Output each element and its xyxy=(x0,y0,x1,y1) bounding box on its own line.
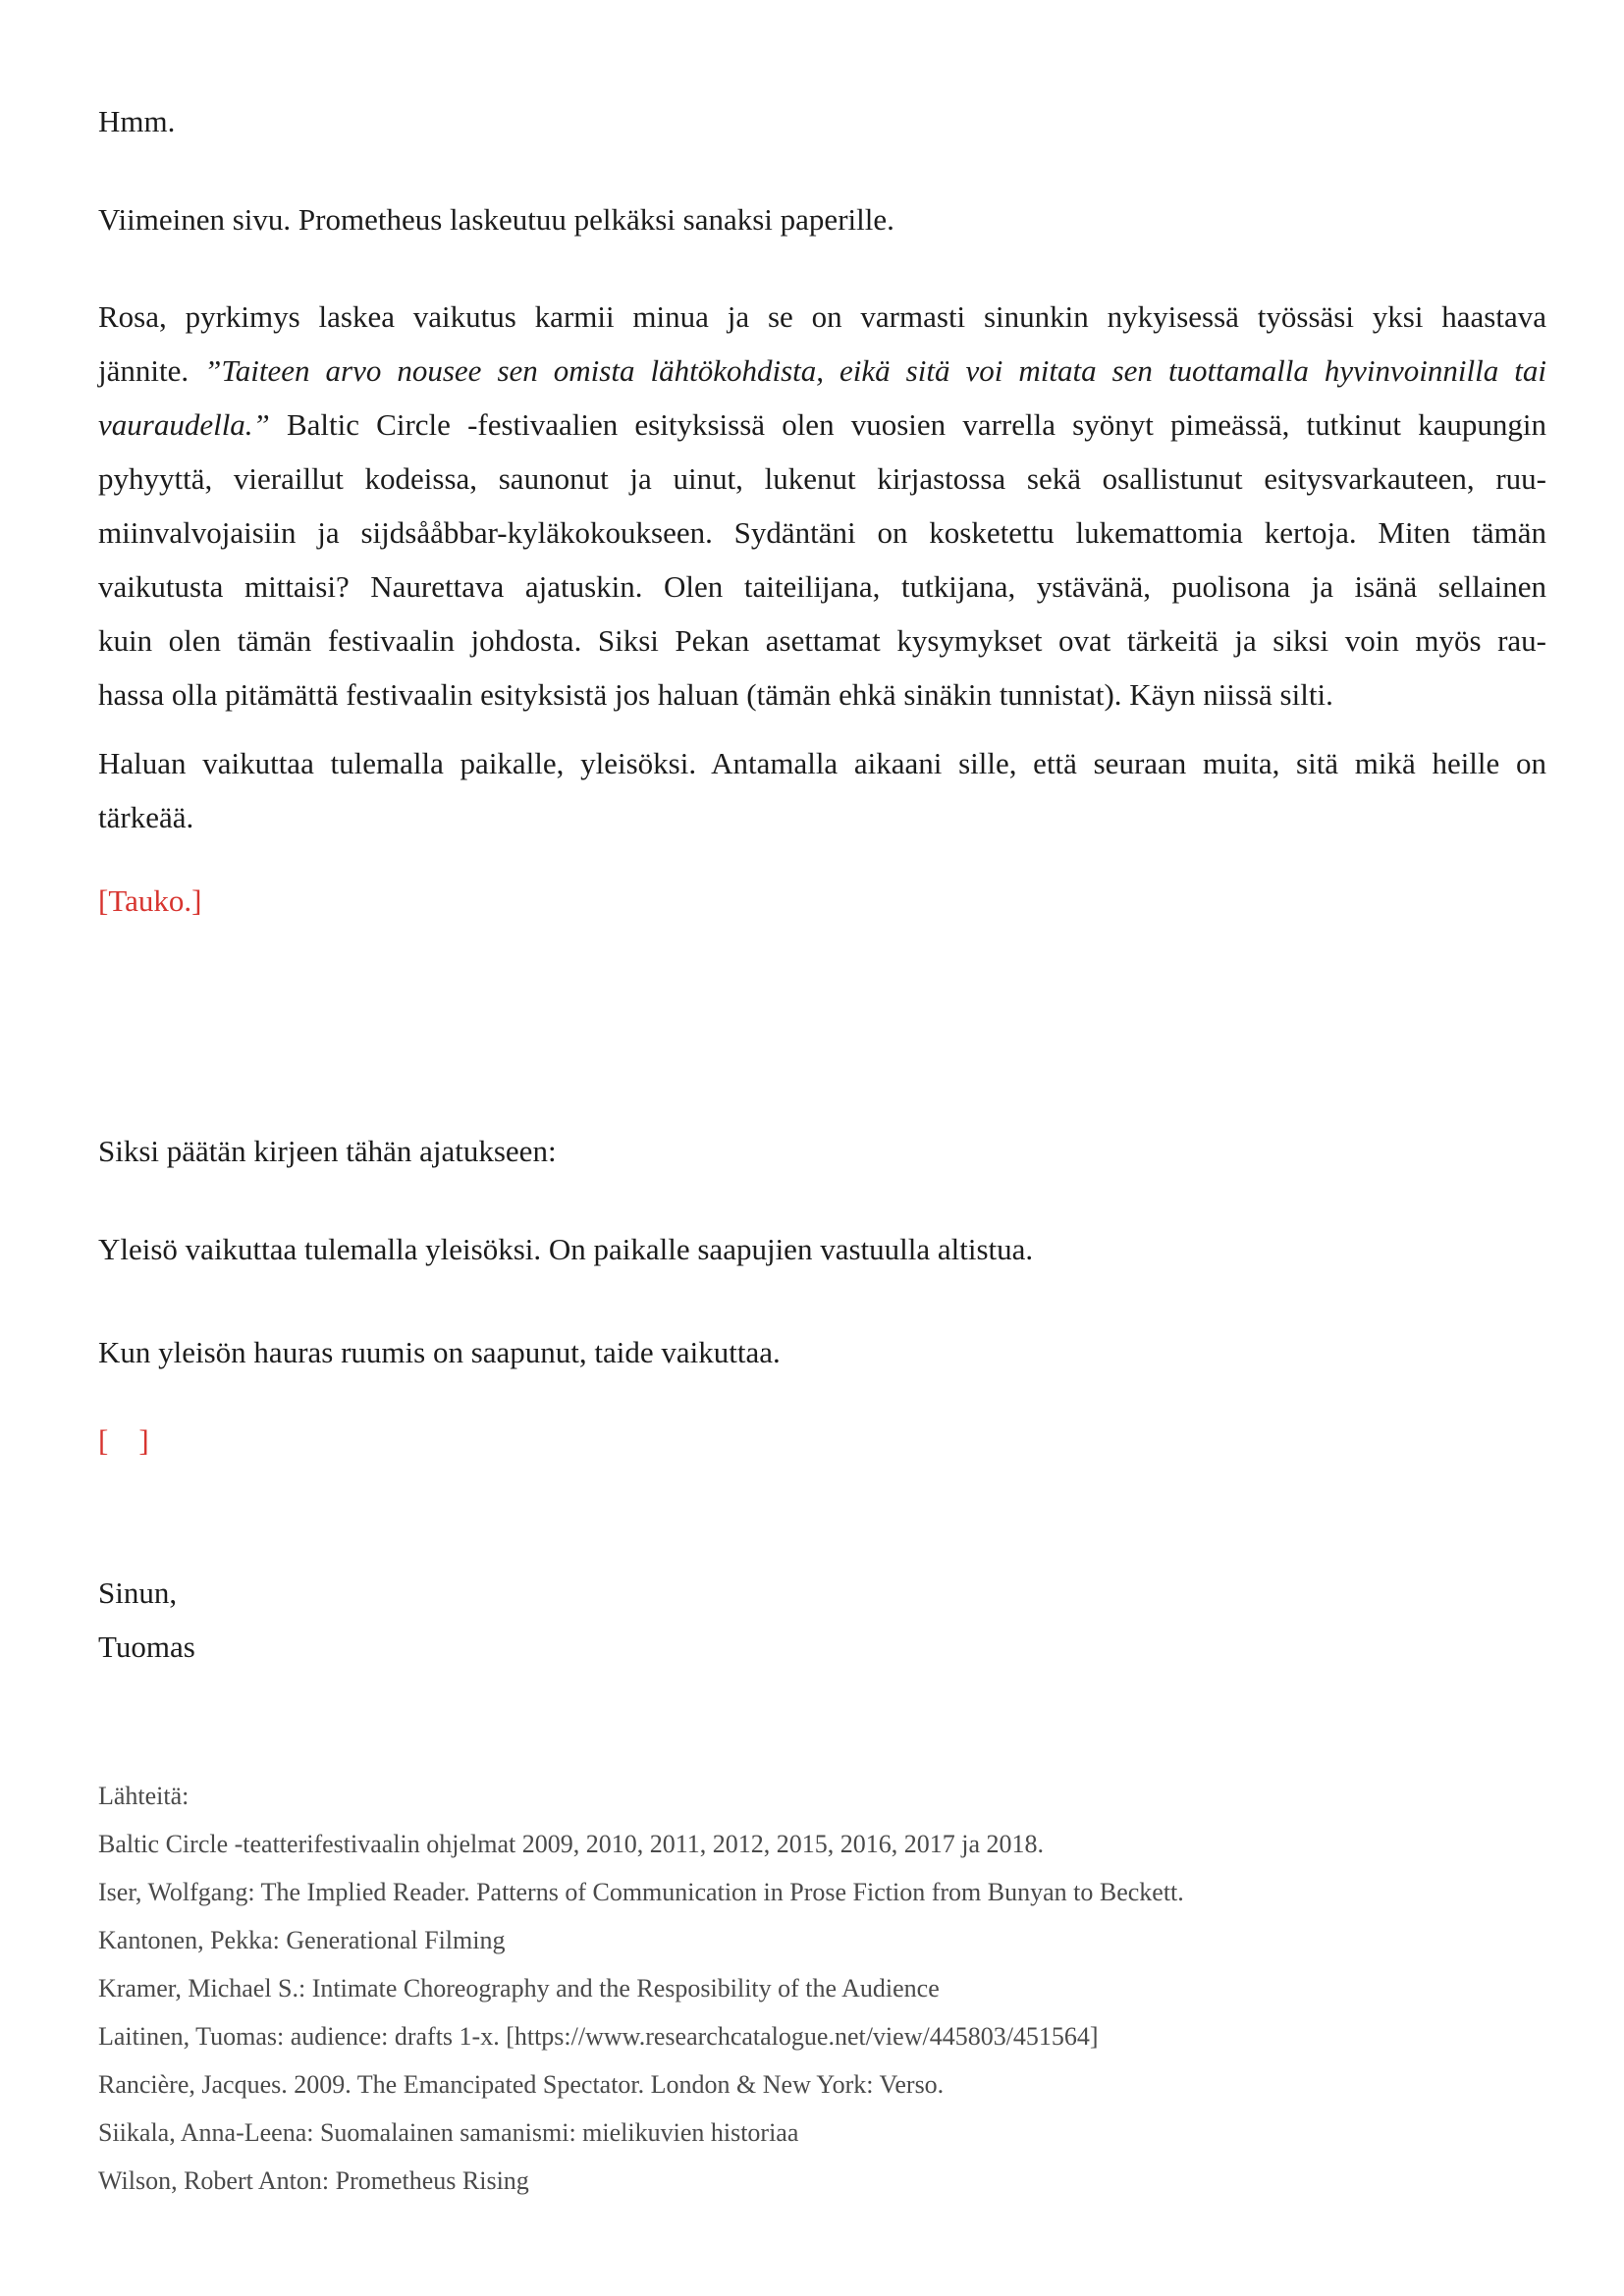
reference-item: Rancière, Jacques. 2009. The Emancipated Spectator. London & New York: Verso. xyxy=(98,2070,945,2099)
signature-salutation: Sinun, xyxy=(98,1575,178,1610)
reference-item: Laitinen, Tuomas: audience: drafts 1-x. [https://www.researchcatalogue.net/view/445803/451564] xyxy=(98,2022,1099,2051)
references-title: Lähteitä: xyxy=(98,1782,189,1810)
last-page-line: Viimeinen sivu. Prometheus laskeutuu pelkäksi sanaksi paperille. xyxy=(98,202,894,237)
closing-statement-1: Yleisö vaikuttaa tulemalla yleisöksi. On paikalle saapujien vastuulla altistua. xyxy=(98,1232,1034,1266)
quote-lead-in: jännite. xyxy=(98,353,205,388)
empty-brackets-marker: [ ] xyxy=(98,1423,149,1458)
reference-item: Baltic Circle -teatterifestivaalin ohjelmat 2009, 2010, 2011, 2012, 2015, 2016, 2017 ja 2018. xyxy=(98,1830,1045,1858)
impact-paragraph-line: tärkeää. xyxy=(98,800,194,834)
quote-italic: ”Taiteen arvo nousee sen omista lähtökohdista, eikä sitä voi mitata sen tuottamalla hyvinvoinnilla tai xyxy=(204,353,1546,388)
closing-intro: Siksi päätän kirjeen tähän ajatukseen: xyxy=(98,1134,557,1168)
main-paragraph-line: Rosa, pyrkimys laskea vaikutus karmii minua ja se on varmasti sinunkin nykyisessä työssäsi yksi haastava xyxy=(98,299,1546,334)
reference-item: Wilson, Robert Anton: Prometheus Rising xyxy=(98,2166,529,2195)
quote-follow-on: Baltic Circle -festivaalien esityksissä olen vuosien varrella syönyt pimeässä, tutkinut kaupungin xyxy=(286,407,1546,442)
signature-block xyxy=(98,1566,1546,1674)
letter-opening: Hmm. xyxy=(98,104,176,138)
reference-item: Kramer, Michael S.: Intimate Choreography and the Resposibility of the Audience xyxy=(98,1974,940,2002)
impact-paragraph xyxy=(98,736,1546,844)
main-paragraph-line xyxy=(98,344,1546,398)
pause-marker: [Tauko.] xyxy=(98,883,202,918)
references-section xyxy=(98,1772,1546,2205)
main-paragraph-line: vaikutusta mittaisi? Naurettava ajatuskin. Olen taiteilijana, tutkijana, ystävänä, puolisona ja isänä sellainen xyxy=(98,569,1546,604)
signature-name: Tuomas xyxy=(98,1629,195,1664)
closing-statement-2: Kun yleisön hauras ruumis on saapunut, taide vaikuttaa. xyxy=(98,1335,781,1369)
impact-paragraph-line: Haluan vaikuttaa tulemalla paikalle, yleisöksi. Antamalla aikaani sille, että seuraan muita, sitä mikä heille on xyxy=(98,746,1546,780)
main-paragraph xyxy=(98,290,1546,721)
main-paragraph-line: miinvalvojaisiin ja sijdsååbbar-kyläkokoukseen. Sydäntäni on kosketettu lukemattomia kertoja. Miten tämän xyxy=(98,515,1546,550)
reference-item: Kantonen, Pekka: Generational Filming xyxy=(98,1926,506,1954)
main-paragraph-line: kuin olen tämän festivaalin johdosta. Siksi Pekan asettamat kysymykset ovat tärkeitä ja siksi voin myös rau- xyxy=(98,623,1546,658)
quote-italic: vauraudella.” xyxy=(98,407,287,442)
main-paragraph-line xyxy=(98,398,1546,452)
main-paragraph-line: hassa olla pitämättä festivaalin esityksistä jos haluan (tämän ehkä sinäkin tunnistat). Käyn niissä silti. xyxy=(98,677,1333,712)
main-paragraph-line: pyhyyttä, vieraillut kodeissa, saunonut ja uinut, lukenut kirjastossa sekä osallistunut esitysvarkauteen, ruu- xyxy=(98,461,1546,496)
reference-item: Siikala, Anna-Leena: Suomalainen samanismi: mielikuvien historiaa xyxy=(98,2118,799,2147)
reference-item: Iser, Wolfgang: The Implied Reader. Patterns of Communication in Prose Fiction from Bunyan to Beckett. xyxy=(98,1878,1184,1906)
